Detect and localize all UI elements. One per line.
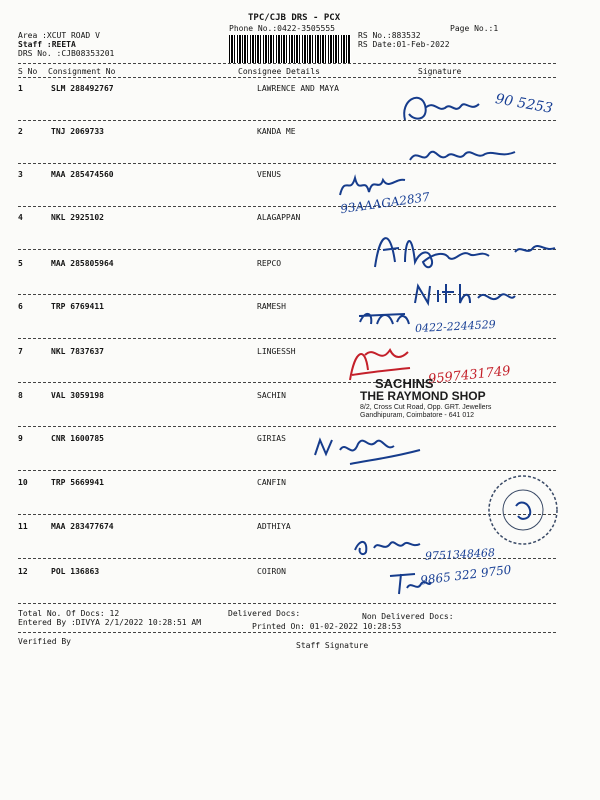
drs-number: DRS No. :CJB08353201 [18, 49, 115, 58]
footer-divider [18, 632, 556, 633]
row-12-consignee: COIRON [257, 567, 286, 576]
row-7-consignee: LINGESSH [257, 347, 296, 356]
stamp-shop: THE RAYMOND SHOP [360, 389, 486, 403]
row-5-consignee: REPCO [257, 259, 282, 268]
signature-row-8-9 [310, 420, 440, 470]
row-6-consignment: TRP 6769411 [51, 302, 104, 311]
total-docs: Total No. Of Docs: 12 [18, 609, 120, 618]
row-6-sno: 6 [18, 302, 23, 311]
row-3-consignment: MAA 285474560 [51, 170, 114, 179]
row-2-sno: 2 [18, 127, 23, 136]
row-12-consignment: POL 136863 [51, 567, 100, 576]
row-9-divider [18, 470, 556, 471]
row-6-phone-handwritten: 0422-2244529 [414, 317, 496, 336]
row-12-divider [18, 603, 556, 604]
row-9-consignee: GIRIAS [257, 434, 286, 443]
row-6-consignee: RAMESH [257, 302, 286, 311]
rs-number: RS No.:883532 [358, 31, 421, 40]
row-1-consignment: SLM 288492767 [51, 84, 114, 93]
column-consignee: Consignee Details [238, 67, 320, 76]
row-8-consignee: SACHIN [257, 391, 286, 400]
signature-row-4 [365, 222, 565, 272]
row-12-sno: 12 [18, 567, 28, 576]
row-3-handwritten-number: 93AAAGA2837 [339, 189, 431, 217]
barcode [229, 35, 351, 63]
row-5-consignment: MAA 285805964 [51, 259, 114, 268]
stamp-address-2: Gandhipuram, Coimbatore - 641 012 [360, 412, 475, 419]
row-8-sno: 8 [18, 391, 23, 400]
entered-by: Entered By :DIVYA 2/1/2022 10:28:51 AM [18, 618, 202, 627]
row-11-consignment: MAA 283477674 [51, 522, 114, 531]
row-1-phone-handwritten: 90 5253 [494, 91, 554, 117]
phone-number: Phone No.:0422-3505555 [229, 24, 335, 33]
page-number: Page No.:1 [450, 24, 499, 33]
row-1-consignee: LAWRENCE AND MAYA [257, 84, 339, 93]
document-title: TPC/CJB DRS - PCX [248, 13, 341, 23]
signature-row-11 [350, 530, 430, 558]
printed-on: Printed On: 01-02-2022 10:28:53 [252, 622, 402, 631]
rs-date: RS Date:01-Feb-2022 [358, 40, 450, 49]
row-4-consignment: NKL 2925102 [51, 213, 104, 222]
delivered-docs: Delivered Docs: [228, 609, 301, 618]
column-consignment: Consignment No [48, 67, 116, 76]
row-10-consignee: CANFIN [257, 478, 286, 487]
row-6-divider [18, 338, 556, 339]
row-2-consignee: KANDA ME [257, 127, 296, 136]
signature-row-6 [355, 306, 415, 328]
row-11-sno: 11 [18, 522, 28, 531]
row-3-sno: 3 [18, 170, 23, 179]
row-5-sno: 5 [18, 259, 23, 268]
row-11-phone-handwritten: 9751348468 [424, 546, 496, 563]
row-10-consignment: TRP 5669941 [51, 478, 104, 487]
signature-row-5 [410, 278, 520, 308]
row-7-sno: 7 [18, 347, 23, 356]
row-4-sno: 4 [18, 213, 23, 222]
area-label: Area :XCUT ROAD V [18, 31, 100, 40]
staff-label: Staff :REETA [18, 40, 76, 49]
row-7-consignment: NKL 7837637 [51, 347, 104, 356]
row-8-divider [18, 426, 556, 427]
row-3-consignee: VENUS [257, 170, 282, 179]
verified-by: Verified By [18, 637, 71, 646]
non-delivered-docs: Non Delivered Docs: [362, 612, 454, 621]
header-divider [18, 63, 556, 64]
column-sno: S No [18, 67, 38, 76]
column-divider [18, 77, 556, 78]
row-1-sno: 1 [18, 84, 23, 93]
signature-row-2 [405, 142, 525, 168]
row-12-phone-handwritten: 9865 322 9750 [419, 562, 513, 588]
company-seal [478, 470, 568, 550]
row-7-phone-handwritten: 9597431749 [427, 363, 512, 388]
stamp-address-1: 8/2, Cross Cut Road, Opp. GRT. Jewellers [360, 404, 492, 411]
row-11-consignee: ADTHIYA [257, 522, 291, 531]
stamp-name: SACHINS [375, 376, 434, 391]
row-10-sno: 10 [18, 478, 28, 487]
column-signature: Signature [418, 67, 462, 76]
staff-signature: Staff Signature [296, 641, 369, 650]
row-2-consignment: TNJ 2069733 [51, 127, 104, 136]
row-4-consignee: ALAGAPPAN [257, 213, 301, 222]
row-9-consignment: CNR 1600785 [51, 434, 104, 443]
row-10-divider [18, 514, 556, 515]
row-8-consignment: VAL 3059198 [51, 391, 104, 400]
row-3-divider [18, 206, 556, 207]
row-9-sno: 9 [18, 434, 23, 443]
